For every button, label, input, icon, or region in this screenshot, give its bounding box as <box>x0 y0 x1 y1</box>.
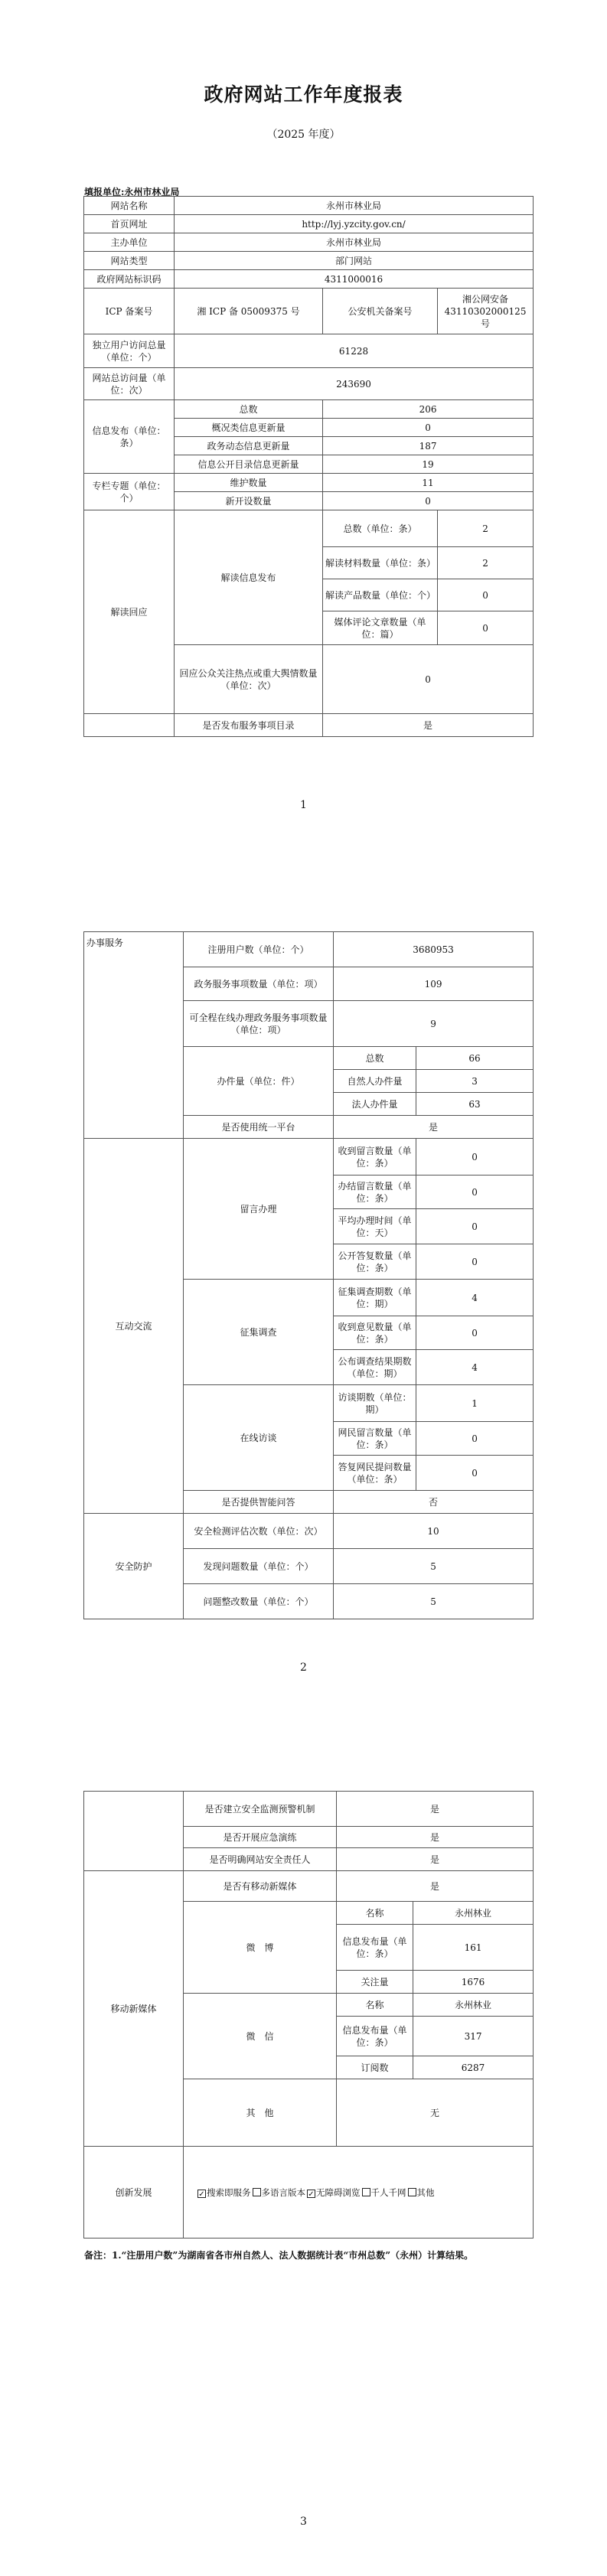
talk-answers-label: 答复网民提问数量（单位：条） <box>334 1456 416 1491</box>
sec-fixed-value: 5 <box>334 1584 534 1619</box>
security-label: 安全防护 <box>84 1514 184 1619</box>
info-gov-value: 187 <box>323 437 534 455</box>
monitor-value: 是 <box>337 1792 534 1827</box>
weibo-fans-value: 1676 <box>413 1971 534 1994</box>
survey-opinions-value: 0 <box>416 1316 534 1350</box>
wechat-name-value: 永州林业 <box>413 1994 534 2017</box>
sponsor-label: 主办单位 <box>84 233 175 252</box>
interp-material-label: 解读材料数量（单位：条） <box>323 547 438 579</box>
special-maint-label: 维护数量 <box>175 474 323 492</box>
special-topic-label: 专栏专题（单位：个） <box>84 474 175 510</box>
interpretation-label: 解读回应 <box>84 510 175 714</box>
wechat-name-label: 名称 <box>337 1994 413 2017</box>
interp-hot-value: 0 <box>323 645 534 714</box>
checkbox-icon[interactable] <box>253 2188 261 2196</box>
filing-unit: 填报单位:永州市林业局 <box>84 187 180 197</box>
weibo-posts-value: 161 <box>413 1925 534 1971</box>
info-release-label: 信息发布（单位：条） <box>84 400 175 474</box>
drill-value: 是 <box>337 1827 534 1848</box>
handle-person-value: 3 <box>416 1070 534 1093</box>
site-type-label: 网站类型 <box>84 252 175 270</box>
has-mobile-value: 是 <box>337 1871 534 1902</box>
weibo-posts-label: 信息发布量（单位：条） <box>337 1925 413 1971</box>
msg-pub-label: 公开答复数量（单位：条） <box>334 1244 416 1280</box>
interp-media-label: 媒体评论文章数量（单位：篇） <box>323 611 438 645</box>
weibo-fans-label: 关注量 <box>337 1971 413 1994</box>
page-number-1: 1 <box>300 799 307 811</box>
report-table-page-2 <box>83 931 534 1619</box>
survey-periods-label: 征集调查期数（单位：期） <box>334 1280 416 1316</box>
wechat-posts-label: 信息发布量（单位：条） <box>337 2017 413 2056</box>
msg-avg-value: 0 <box>416 1209 534 1244</box>
monitor-label: 是否建立安全监测预警机制 <box>184 1792 337 1827</box>
sec-tests-value: 10 <box>334 1514 534 1549</box>
handle-person-label: 自然人办件量 <box>334 1070 416 1093</box>
site-id-label: 政府网站标识码 <box>84 270 175 289</box>
service-list-label: 是否发布服务事项目录 <box>175 714 323 737</box>
sec-found-value: 5 <box>334 1549 534 1584</box>
msg-done-label: 办结留言数量（单位：条） <box>334 1176 416 1209</box>
homepage-label: 首页网址 <box>84 215 175 233</box>
service-list-value: 是 <box>323 714 534 737</box>
pv-label: 网站总访问量（单位：次） <box>84 368 175 400</box>
survey-opinions-label: 收到意见数量（单位：条） <box>334 1316 416 1350</box>
weibo-label: 微 博 <box>184 1902 337 1994</box>
online-items-value: 9 <box>334 1001 534 1047</box>
checkbox-icon[interactable] <box>362 2188 370 2196</box>
msg-done-value: 0 <box>416 1176 534 1209</box>
platform-value: 是 <box>334 1116 534 1139</box>
interp-material-value: 2 <box>438 547 534 579</box>
weibo-name-label: 名称 <box>337 1902 413 1925</box>
service-items-label: 政务服务事项数量（单位：项） <box>184 967 334 1001</box>
special-new-value: 0 <box>323 492 534 510</box>
talk-periods-value: 1 <box>416 1385 534 1422</box>
psb-label: 公安机关备案号 <box>323 289 438 334</box>
handle-legal-value: 63 <box>416 1093 534 1116</box>
interp-release-label: 解读信息发布 <box>175 510 323 645</box>
info-public-value: 19 <box>323 455 534 474</box>
mobile-media-label: 移动新媒体 <box>84 1871 184 2147</box>
info-overview-value: 0 <box>323 419 534 437</box>
responsible-value: 是 <box>337 1848 534 1871</box>
info-gov-label: 政务动态信息更新量 <box>175 437 323 455</box>
online-items-label: 可全程在线办理政务服务事项数量（单位：项） <box>184 1001 334 1047</box>
online-talk-label: 在线访谈 <box>184 1385 334 1491</box>
interp-product-value: 0 <box>438 579 534 611</box>
info-public-label: 信息公开目录信息更新量 <box>175 455 323 474</box>
footnote: 备注：1.“注册用户数”为湖南省各市州自然人、法人数据统计表“市州总数”（永州）计算结果。 <box>84 2250 474 2261</box>
page-number-2: 2 <box>300 1661 307 1674</box>
psb-value: 湘公网安备 43110302000125 号 <box>438 289 534 334</box>
report-year: （2025 年度） <box>266 129 341 141</box>
interp-product-label: 解读产品数量（单位：个） <box>323 579 438 611</box>
msg-handling-label: 留言办理 <box>184 1139 334 1280</box>
blank-cell <box>84 1792 184 1871</box>
uv-value: 61228 <box>175 334 534 368</box>
interaction-label: 互动交流 <box>84 1139 184 1514</box>
innov-option-2[interactable]: ✓ 无障碍浏览 <box>308 2186 361 2199</box>
platform-label: 是否使用统一平台 <box>184 1116 334 1139</box>
interp-total-value: 2 <box>438 510 534 547</box>
interp-total-label: 总数（单位：条） <box>323 510 438 547</box>
drill-label: 是否开展应急演练 <box>184 1827 337 1848</box>
other-media-value: 无 <box>337 2079 534 2147</box>
uv-label: 独立用户访问总量（单位：个） <box>84 334 175 368</box>
talk-periods-label: 访谈期数（单位：期） <box>334 1385 416 1422</box>
wechat-subs-label: 订阅数 <box>337 2056 413 2079</box>
talk-msgs-label: 网民留言数量（单位：条） <box>334 1422 416 1456</box>
wechat-label: 微 信 <box>184 1994 337 2079</box>
office-service-label: 办事服务 <box>84 932 184 1139</box>
reg-users-value: 3680953 <box>334 932 534 967</box>
checkbox-icon[interactable]: ✓ <box>198 2190 205 2199</box>
innovation-label: 创新发展 <box>84 2147 184 2239</box>
info-total-label: 总数 <box>175 400 323 419</box>
site-name-value: 永州市林业局 <box>175 197 534 215</box>
reg-users-label: 注册用户数（单位：个） <box>184 932 334 967</box>
info-total-value: 206 <box>323 400 534 419</box>
msg-avg-label: 平均办理时间（单位：天） <box>334 1209 416 1244</box>
smart-qa-label: 是否提供智能问答 <box>184 1491 334 1514</box>
homepage-url[interactable]: http://lyj.yzcity.gov.cn/ <box>175 215 534 233</box>
report-title: 政府网站工作年度报表 <box>204 83 403 106</box>
site-name-label: 网站名称 <box>84 197 175 215</box>
msg-pub-value: 0 <box>416 1244 534 1280</box>
sec-found-label: 发现问题数量（单位：个） <box>184 1549 334 1584</box>
handle-total-label: 总数 <box>334 1047 416 1070</box>
responsible-label: 是否明确网站安全责任人 <box>184 1848 337 1871</box>
icp-value: 湘 ICP 备 05009375 号 <box>175 289 323 334</box>
report-table-page-1 <box>83 196 534 737</box>
weibo-name-value: 永州林业 <box>413 1902 534 1925</box>
survey-label: 征集调查 <box>184 1280 334 1385</box>
special-maint-value: 11 <box>323 474 534 492</box>
innovation-options <box>184 2147 534 2239</box>
innov-option-0[interactable]: ✓ 搜索即服务 <box>198 2186 251 2199</box>
sponsor-value: 永州市林业局 <box>175 233 534 252</box>
sec-fixed-label: 问题整改数量（单位：个） <box>184 1584 334 1619</box>
service-items-value: 109 <box>334 967 534 1001</box>
checkbox-icon[interactable]: ✓ <box>308 2190 315 2199</box>
talk-msgs-value: 0 <box>416 1422 534 1456</box>
blank-cell <box>84 714 175 737</box>
interp-hot-label: 回应公众关注热点或重大舆情数量（单位：次） <box>175 645 323 714</box>
innov-option-4[interactable]: 其他 <box>408 2186 435 2199</box>
msg-recv-value: 0 <box>416 1139 534 1176</box>
pv-value: 243690 <box>175 368 534 400</box>
has-mobile-label: 是否有移动新媒体 <box>184 1871 337 1902</box>
site-id-value: 4311000016 <box>175 270 534 289</box>
page-number-3: 3 <box>300 2516 307 2528</box>
sec-tests-label: 安全检测评估次数（单位：次） <box>184 1514 334 1549</box>
wechat-subs-value: 6287 <box>413 2056 534 2079</box>
msg-recv-label: 收到留言数量（单位：条） <box>334 1139 416 1176</box>
icp-label: ICP 备案号 <box>84 289 175 334</box>
interp-media-value: 0 <box>438 611 534 645</box>
info-overview-label: 概况类信息更新量 <box>175 419 323 437</box>
survey-periods-value: 4 <box>416 1280 534 1316</box>
report-table-page-3 <box>83 1791 534 2239</box>
smart-qa-value: 否 <box>334 1491 534 1514</box>
special-new-label: 新开设数量 <box>175 492 323 510</box>
site-type-value: 部门网站 <box>175 252 534 270</box>
survey-results-label: 公布调查结果期数（单位：期） <box>334 1350 416 1385</box>
handle-legal-label: 法人办件量 <box>334 1093 416 1116</box>
checkbox-icon[interactable] <box>408 2188 416 2196</box>
other-media-label: 其 他 <box>184 2079 337 2147</box>
innov-option-1[interactable]: 多语言版本 <box>253 2186 306 2199</box>
wechat-posts-value: 317 <box>413 2017 534 2056</box>
handle-label: 办件量（单位：件） <box>184 1047 334 1116</box>
handle-total-value: 66 <box>416 1047 534 1070</box>
survey-results-value: 4 <box>416 1350 534 1385</box>
innov-option-3[interactable]: 千人千网 <box>362 2186 406 2199</box>
talk-answers-value: 0 <box>416 1456 534 1491</box>
